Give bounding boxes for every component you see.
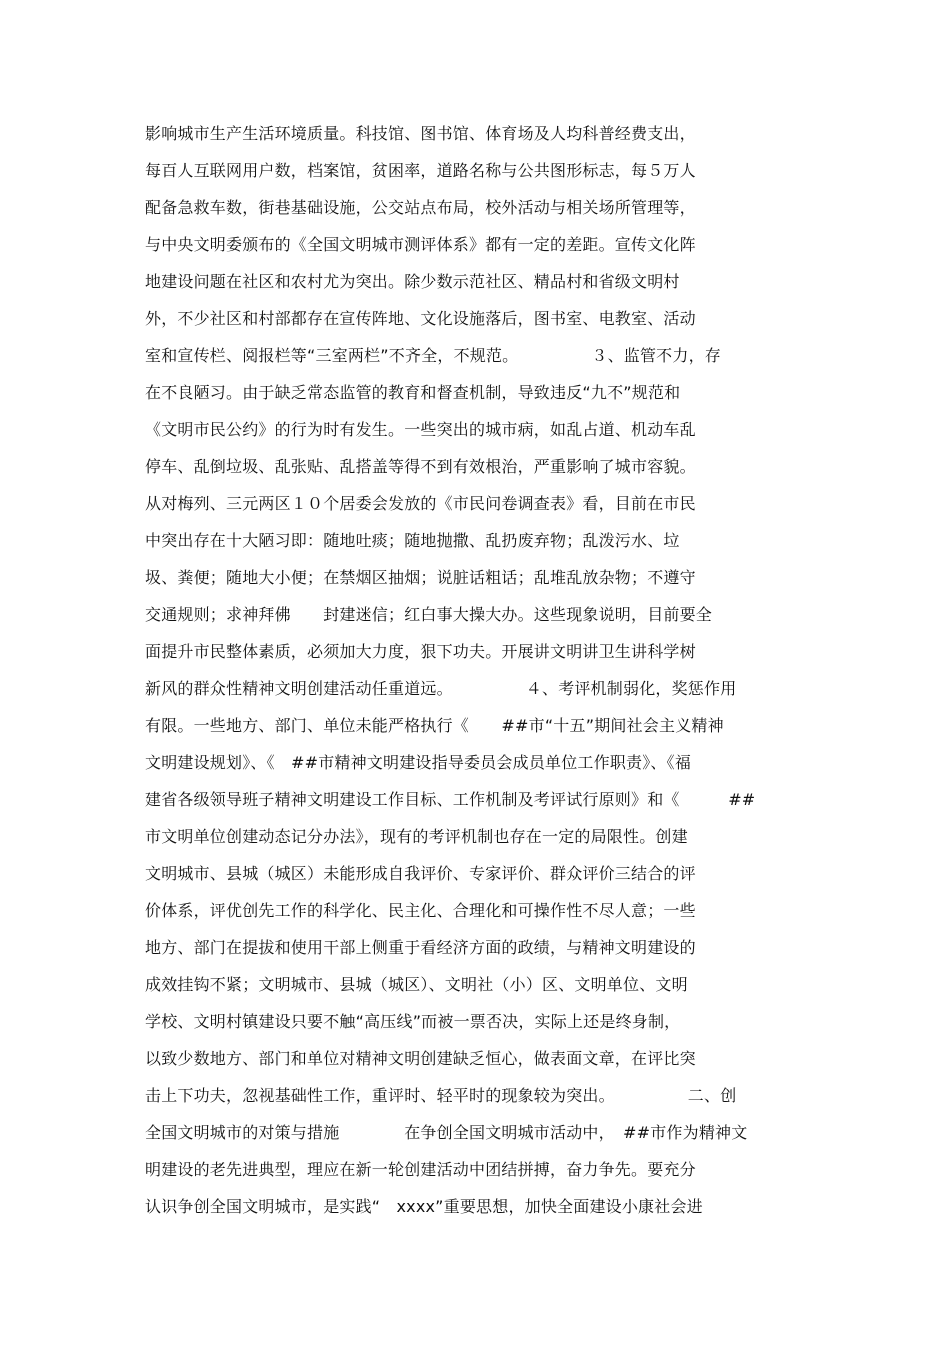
text-line: 价体系，评优创先工作的科学化、民主化、合理化和可操作性不尽人意；一些 xyxy=(145,901,696,920)
text-line: 室和宣传栏、阅报栏等“三室两栏”不齐全，不规范。 ３、监管不力，存 xyxy=(145,346,721,365)
text-line: 地建设问题在社区和农村尤为突出。除少数示范社区、精品村和省级文明村 xyxy=(145,272,680,291)
text-line: 每百人互联网用户数，档案馆，贫困率，道路名称与公共图形标志，每５万人 xyxy=(145,161,696,180)
text-line: 以致少数地方、部门和单位对精神文明创建缺乏恒心，做表面文章，在评比突 xyxy=(145,1049,696,1068)
text-line: 击上下功夫，忽视基础性工作，重评时、轻平时的现象较为突出。 二、创 xyxy=(145,1086,737,1105)
text-line: 在不良陋习。由于缺乏常态监管的教育和督查机制，导致违反“九不”规范和 xyxy=(145,383,681,402)
text-line: 地方、部门在提拔和使用干部上侧重于看经济方面的政绩，与精神文明建设的 xyxy=(145,938,696,957)
text-line: 外，不少社区和村部都存在宣传阵地、文化设施落后，图书室、电教室、活动 xyxy=(145,309,696,328)
text-line: 成效挂钩不紧；文明城市、县城（城区）、文明社（小）区、文明单位、文明 xyxy=(145,975,688,994)
text-line: 新风的群众性精神文明创建活动任重道远。 ４、考评机制弱化，奖惩作用 xyxy=(145,679,737,698)
text-line: 有限。一些地方、部门、单位未能严格执行《 ##市“十五”期间社会主义精神 xyxy=(145,716,724,735)
text-line: 中突出存在十大陋习即：随地吐痰；随地抛撒、乱扔废弃物；乱泼污水、垃 xyxy=(145,531,680,550)
text-line: 《文明市民公约》的行为时有发生。一些突出的城市病，如乱占道、机动车乱 xyxy=(145,420,696,439)
text-line: 停车、乱倒垃圾、乱张贴、乱搭盖等得不到有效根治，严重影响了城市容貌。 xyxy=(145,457,696,476)
text-line: 市文明单位创建动态记分办法》，现有的考评机制也存在一定的局限性。创建 xyxy=(145,827,688,846)
text-line: 全国文明城市的对策与措施 在争创全国文明城市活动中， ##市作为精神文 xyxy=(145,1123,748,1142)
text-line: 文明建设规划》、《 ##市精神文明建设指导委员会成员单位工作职责》、《福 xyxy=(145,753,692,772)
text-line: 认识争创全国文明城市，是实践“ xxxx”重要思想，加快全面建设小康社会进 xyxy=(145,1197,703,1216)
text-line: 从对梅列、三元两区１０个居委会发放的《市民问卷调查表》看，目前在市民 xyxy=(145,494,696,513)
text-line: 圾、粪便；随地大小便；在禁烟区抽烟；说脏话粗话；乱堆乱放杂物；不遵守 xyxy=(145,568,696,587)
text-line: 建省各级领导班子精神文明建设工作目标、工作机制及考评试行原则》和《 ## xyxy=(145,790,756,809)
text-line: 明建设的老先进典型，理应在新一轮创建活动中团结拼搏，奋力争先。要充分 xyxy=(145,1160,696,1179)
body-text xyxy=(145,115,845,1225)
text-line: 文明城市、县城（城区）未能形成自我评价、专家评价、群众评价三结合的评 xyxy=(145,864,696,883)
text-line: 交通规则；求神拜佛 封建迷信；红白事大操大办。这些现象说明，目前要全 xyxy=(145,605,713,624)
text-line: 影响城市生产生活环境质量。科技馆、图书馆、体育场及人均科普经费支出， xyxy=(145,124,696,143)
text-line: 配备急救车数，街巷基础设施，公交站点布局，校外活动与相关场所管理等， xyxy=(145,198,696,217)
text-line: 与中央文明委颁布的《全国文明城市测评体系》都有一定的差距。宣传文化阵 xyxy=(145,235,696,254)
text-line: 学校、文明村镇建设只要不触“高压线”而被一票否决，实际上还是终身制， xyxy=(145,1012,681,1031)
text-line: 面提升市民整体素质，必须加大力度，狠下功夫。开展讲文明讲卫生讲科学树 xyxy=(145,642,696,661)
